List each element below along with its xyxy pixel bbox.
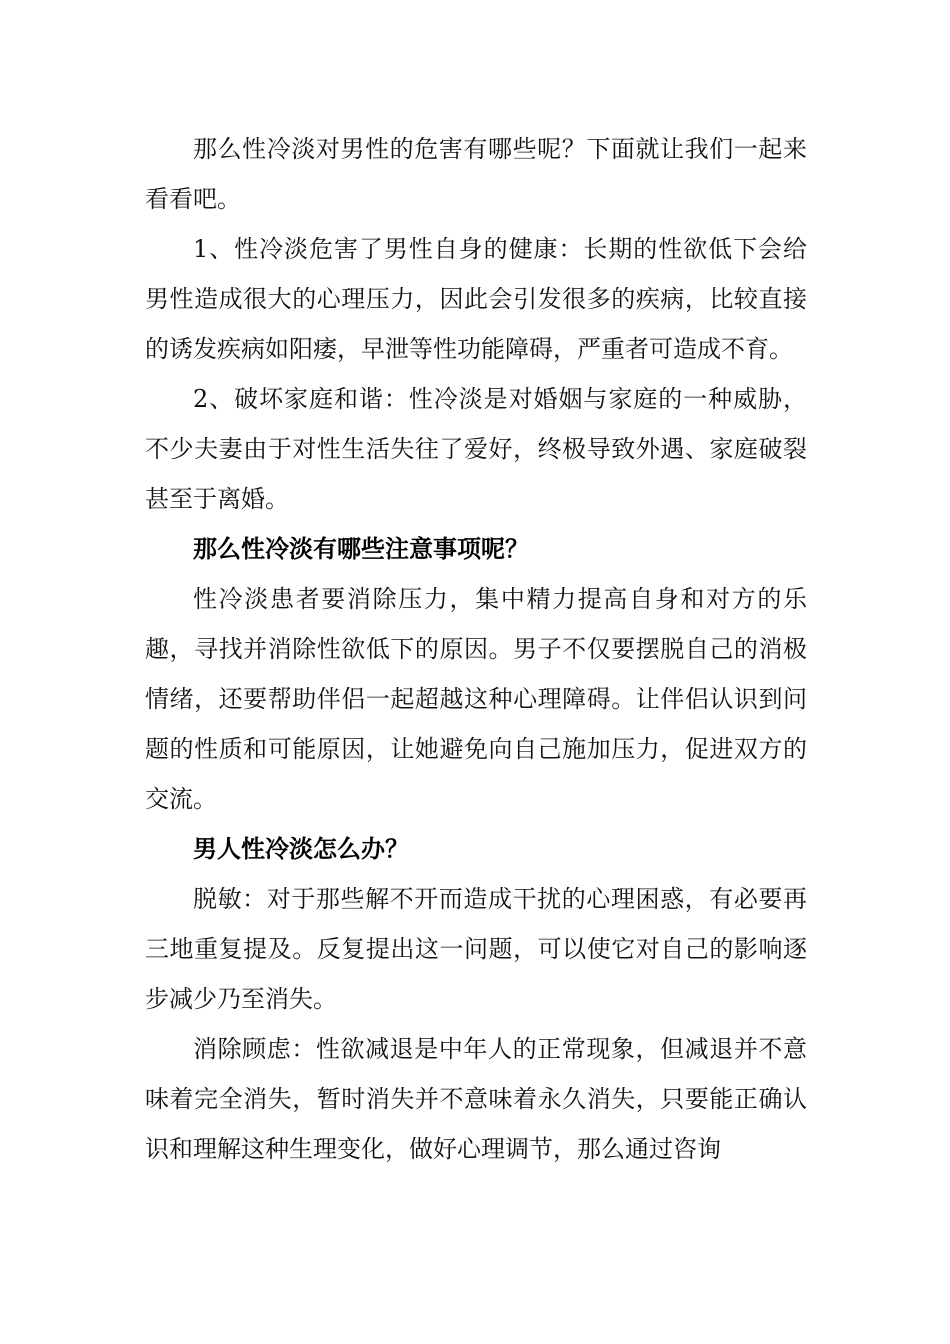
paragraph-remove-worries: 消除顾虑：性欲减退是中年人的正常现象，但减退并不意味着完全消失，暂时消失并不意味着永久消失，只要能正确认识和理解这种生理变化，做好心理调节，那么通过咨询 [145,1035,807,1163]
paragraph-harm-family: 2、破坏家庭和谐：性冷淡是对婚姻与家庭的一种威胁，不少夫妻由于对性生活失往了爱好，终极导致外遇、家庭破裂甚至于离婚。 [145,385,807,513]
heading-what-to-do: 男人性冷淡怎么办？ [193,835,409,863]
paragraph-precautions: 性冷淡患者要消除压力，集中精力提高自身和对方的乐趣，寻找并消除性欲低下的原因。男子不仅要摆脱自己的消极情绪，还要帮助伴侣一起超越这种心理障碍。让伴侣认识到问题的性质和可能原因，让她避免向自己施加压力，促进双方的交流。 [145,585,807,813]
paragraph-desensitize: 脱敏：对于那些解不开而造成干扰的心理困惑，有必要再三地重复提及。反复提出这一问题，可以使它对自己的影响逐步减少乃至消失。 [145,885,807,1013]
paragraph-intro: 那么性冷淡对男性的危害有哪些呢？下面就让我们一起来看看吧。 [145,135,807,213]
paragraph-harm-health: 1、性冷淡危害了男性自身的健康：长期的性欲低下会给男性造成很大的心理压力，因此会引发很多的疾病，比较直接的诱发疾病如阳痿，早泄等性功能障碍，严重者可造成不育。 [145,235,807,363]
document-body [145,124,807,1174]
heading-precautions: 那么性冷淡有哪些注意事项呢？ [193,535,529,563]
